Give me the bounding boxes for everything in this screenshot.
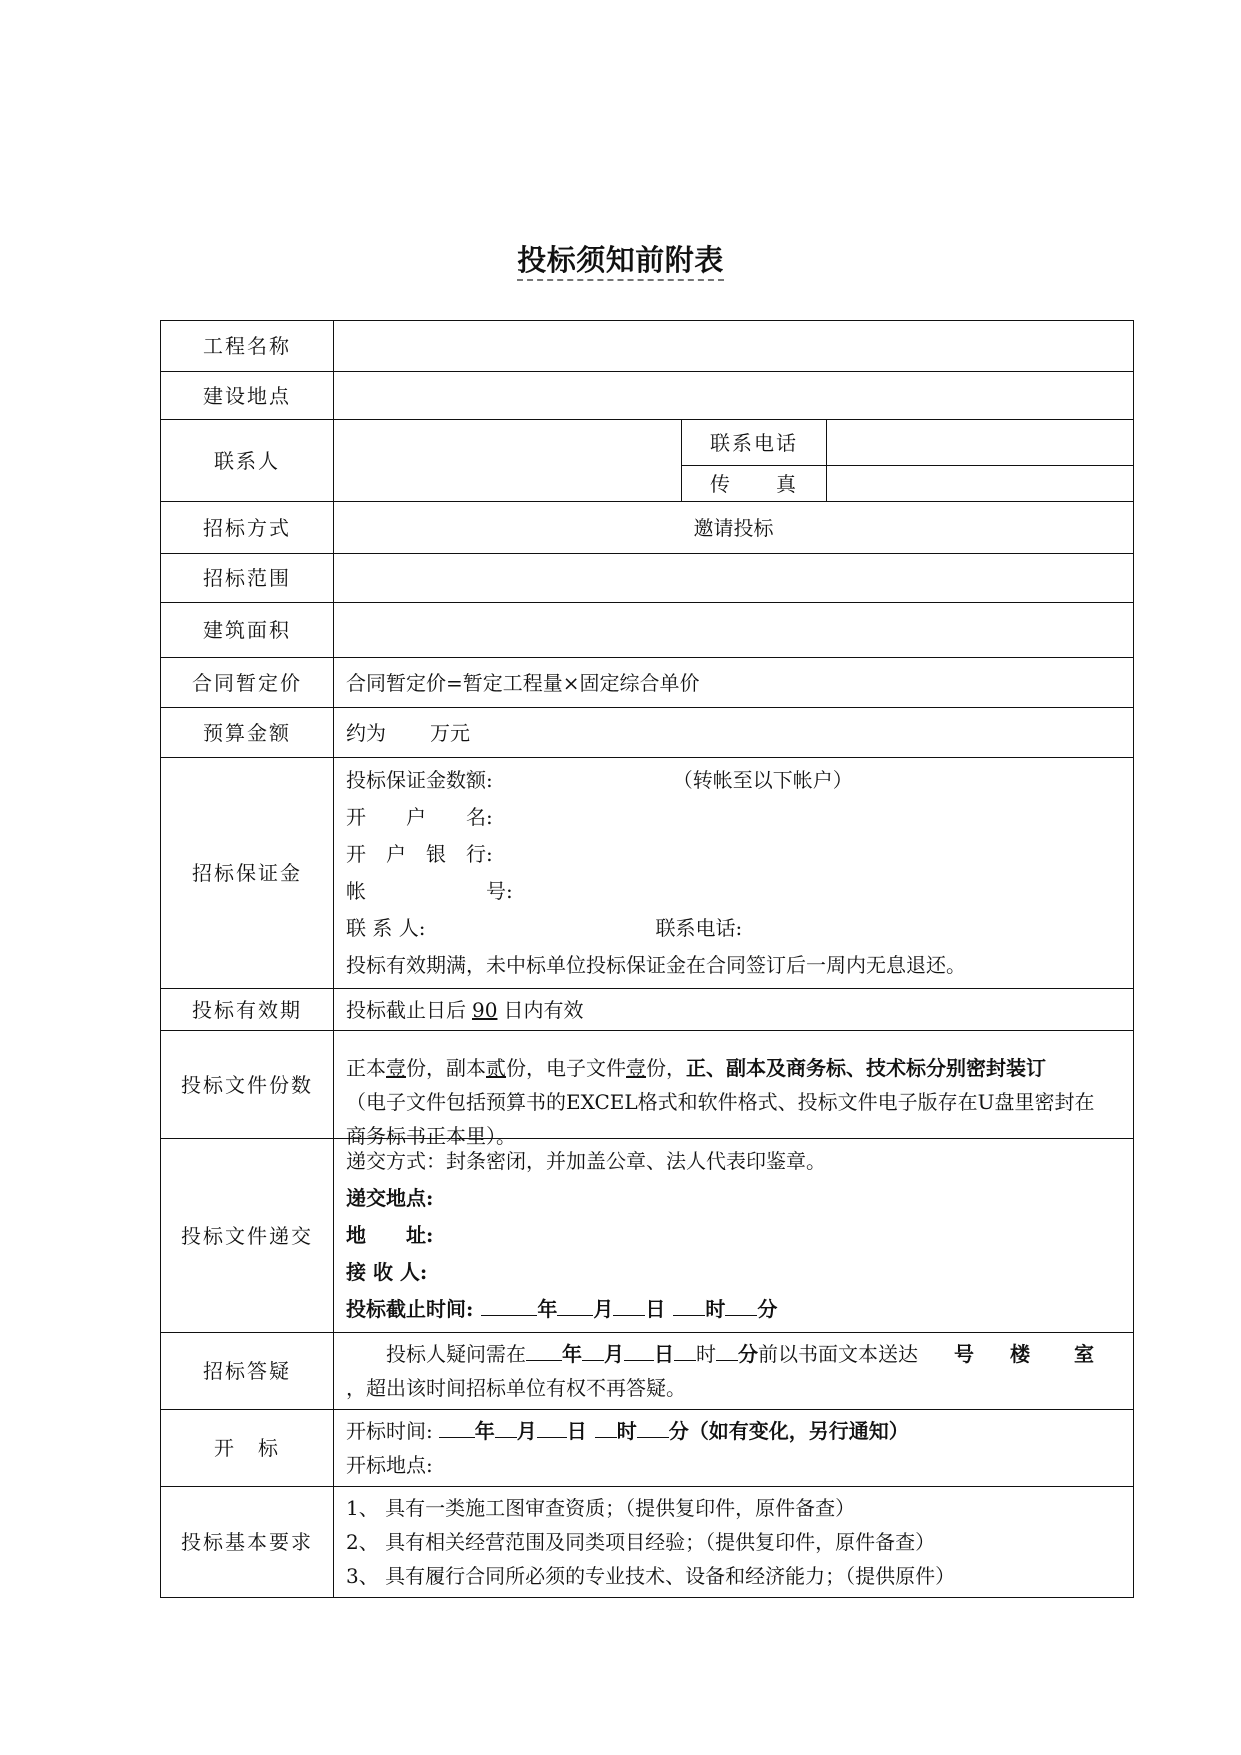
bid-method-label: 招标方式 xyxy=(161,502,334,554)
copies-text-3: 份，电子文件 xyxy=(506,1055,626,1080)
qa-minute-blank[interactable] xyxy=(716,1340,738,1361)
row-contact-phone xyxy=(161,420,1134,466)
qa-day-blank[interactable] xyxy=(624,1340,654,1361)
validity-value xyxy=(334,989,1134,1031)
qa-text-2: 前以书面文本送达 xyxy=(758,1342,918,1366)
site-value[interactable] xyxy=(334,372,1134,420)
deadline-minute: 分 xyxy=(757,1297,778,1321)
delivery-deadline-line xyxy=(346,1291,1125,1328)
bank-line: 开 户 银 行: xyxy=(346,842,493,866)
row-bid-method xyxy=(161,502,1134,554)
deposit-contact-line xyxy=(346,910,1125,947)
fax-label: 传 真 xyxy=(682,466,827,502)
opening-time-label: 开标时间: xyxy=(346,1419,433,1443)
contract-price-label: 合同暂定价 xyxy=(161,658,334,708)
refund-note: 投标有效期满，未中标单位投标保证金在合同签订后一周内无息退还。 xyxy=(346,953,966,977)
deadline-month: 月 xyxy=(593,1297,614,1321)
project-name-label: 工程名称 xyxy=(161,321,334,372)
budget-unit: 万元 xyxy=(430,720,470,745)
qa-year-blank[interactable] xyxy=(526,1340,562,1361)
qa-label: 招标答疑 xyxy=(161,1333,334,1410)
opening-hour: 时 xyxy=(616,1419,637,1443)
floor-area-value[interactable] xyxy=(334,603,1134,658)
title-text: 投标须知前附表 xyxy=(517,243,724,281)
requirements-label: 投标基本要求 xyxy=(161,1487,334,1598)
budget-prefix: 约为 xyxy=(346,720,386,745)
row-budget xyxy=(161,708,1134,758)
copies-text-4: 份， xyxy=(646,1055,686,1080)
qa-details xyxy=(334,1333,1134,1410)
row-contract-price xyxy=(161,658,1134,708)
contract-price-value: 合同暂定价=暂定工程量×固定综合单价 xyxy=(334,658,1134,708)
opening-details xyxy=(334,1410,1134,1487)
opening-time-line xyxy=(346,1414,1125,1448)
deposit-amount-line xyxy=(346,762,1125,799)
opening-month: 月 xyxy=(516,1419,537,1443)
opening-year-blank[interactable] xyxy=(439,1417,475,1438)
deadline-month-blank[interactable] xyxy=(557,1295,593,1316)
deadline-label: 投标截止时间: xyxy=(346,1297,474,1321)
project-name-value[interactable] xyxy=(334,321,1134,372)
phone-label: 联系电话 xyxy=(682,420,827,466)
qa-lou: 楼 xyxy=(1010,1342,1030,1366)
budget-value xyxy=(334,708,1134,758)
copies-text-1: 正本 xyxy=(346,1055,386,1080)
contact-label: 联系人 xyxy=(161,420,334,502)
qa-year: 年 xyxy=(562,1342,582,1366)
row-project-name xyxy=(161,321,1134,372)
deadline-year: 年 xyxy=(537,1297,558,1321)
qa-hour: 时 xyxy=(696,1342,716,1366)
floor-area-label: 建筑面积 xyxy=(161,603,334,658)
validity-label: 投标有效期 xyxy=(161,989,334,1031)
opening-month-blank[interactable] xyxy=(495,1417,517,1438)
qa-minute: 分 xyxy=(738,1342,758,1366)
qa-day: 日 xyxy=(654,1342,674,1366)
qa-shi: 室 xyxy=(1074,1342,1094,1366)
delivery-address-label: 地 址: xyxy=(346,1223,434,1247)
copies-bold-note: 正、副本及商务标、技术标分别密封装订 xyxy=(686,1055,1046,1080)
requirements-list xyxy=(334,1487,1134,1598)
validity-text-after: 日内有效 xyxy=(503,997,584,1022)
copies-electronic-count: 壹 xyxy=(626,1055,646,1080)
delivery-method: 递交方式：封条密闭，并加盖公章、法人代表印鉴章。 xyxy=(346,1149,826,1173)
deadline-year-blank[interactable] xyxy=(481,1295,537,1316)
delivery-place-label: 递交地点: xyxy=(346,1186,434,1210)
copies-text-2: 份，副本 xyxy=(406,1055,486,1080)
opening-minute-blank[interactable] xyxy=(637,1417,669,1438)
site-label: 建设地点 xyxy=(161,372,334,420)
copies-label: 投标文件份数 xyxy=(161,1031,334,1139)
requirement-item-1: 1、 具有一类施工图审查资质；（提供复印件，原件备查） xyxy=(346,1496,856,1520)
row-validity xyxy=(161,989,1134,1031)
qa-hao: 号 xyxy=(954,1342,974,1366)
delivery-label: 投标文件递交 xyxy=(161,1139,334,1333)
deadline-day: 日 xyxy=(645,1297,666,1321)
qa-hour-blank[interactable] xyxy=(674,1340,696,1361)
qa-line-1 xyxy=(346,1337,1125,1371)
copies-original-count: 壹 xyxy=(386,1055,406,1080)
document-title xyxy=(0,238,1241,279)
opening-day-blank[interactable] xyxy=(537,1417,567,1438)
row-floor-area xyxy=(161,603,1134,658)
contact-value[interactable] xyxy=(334,420,682,502)
deposit-phone-label: 联系电话: xyxy=(655,916,743,940)
phone-value[interactable] xyxy=(827,420,1134,466)
validity-text-before: 投标截止日后 xyxy=(346,997,466,1022)
delivery-details xyxy=(334,1139,1134,1333)
bid-scope-value[interactable] xyxy=(334,554,1134,603)
copies-electronic-note: （电子文件包括预算书的EXCEL格式和软件格式、投标文件电子版存在U盘里密封在商务标书正本里）。 xyxy=(346,1089,1095,1148)
delivery-receiver-label: 接 收 人: xyxy=(346,1260,428,1284)
opening-label: 开 标 xyxy=(161,1410,334,1487)
requirement-item-3: 3、 具有履行合同所必须的专业技术、设备和经济能力；（提供原件） xyxy=(346,1564,956,1588)
fax-value[interactable] xyxy=(827,466,1134,502)
deposit-label: 招标保证金 xyxy=(161,758,334,989)
qa-month: 月 xyxy=(604,1342,624,1366)
qa-text-1: 投标人疑问需在 xyxy=(386,1342,526,1366)
deadline-hour-blank[interactable] xyxy=(673,1295,705,1316)
opening-minute: 分 xyxy=(668,1419,689,1443)
opening-note: （如有变化，另行通知） xyxy=(688,1419,909,1443)
budget-label: 预算金额 xyxy=(161,708,334,758)
deadline-day-blank[interactable] xyxy=(613,1295,645,1316)
row-opening xyxy=(161,1410,1134,1487)
row-copies xyxy=(161,1031,1134,1139)
opening-day: 日 xyxy=(566,1419,587,1443)
bid-instructions-table xyxy=(160,320,1134,1598)
row-requirements xyxy=(161,1487,1134,1598)
row-delivery xyxy=(161,1139,1134,1333)
opening-year: 年 xyxy=(474,1419,495,1443)
deposit-amount-label: 投标保证金数额: xyxy=(346,768,493,792)
deadline-minute-blank[interactable] xyxy=(725,1295,757,1316)
requirement-item-2: 2、 具有相关经营范围及同类项目经验；（提供复印件，原件备查） xyxy=(346,1530,936,1554)
row-qa xyxy=(161,1333,1134,1410)
account-no-line: 帐 号: xyxy=(346,879,513,903)
row-bid-scope xyxy=(161,554,1134,603)
account-name-line: 开 户 名: xyxy=(346,805,493,829)
bid-method-value: 邀请投标 xyxy=(334,502,1134,554)
row-site xyxy=(161,372,1134,420)
deposit-contact-label: 联 系 人: xyxy=(346,916,426,940)
qa-line-2: ，超出该时间招标单位有权不再答疑。 xyxy=(346,1376,686,1400)
deposit-details xyxy=(334,758,1134,989)
deadline-hour: 时 xyxy=(705,1297,726,1321)
row-deposit xyxy=(161,758,1134,989)
bid-scope-label: 招标范围 xyxy=(161,554,334,603)
copies-duplicate-count: 贰 xyxy=(486,1055,506,1080)
copies-details xyxy=(334,1031,1134,1148)
copies-line-1 xyxy=(346,1051,1125,1085)
qa-month-blank[interactable] xyxy=(582,1340,604,1361)
transfer-note: （转帐至以下帐户） xyxy=(672,768,853,792)
validity-days: 90 xyxy=(472,997,498,1022)
opening-hour-blank[interactable] xyxy=(595,1417,617,1438)
opening-place-label: 开标地点: xyxy=(346,1453,433,1477)
